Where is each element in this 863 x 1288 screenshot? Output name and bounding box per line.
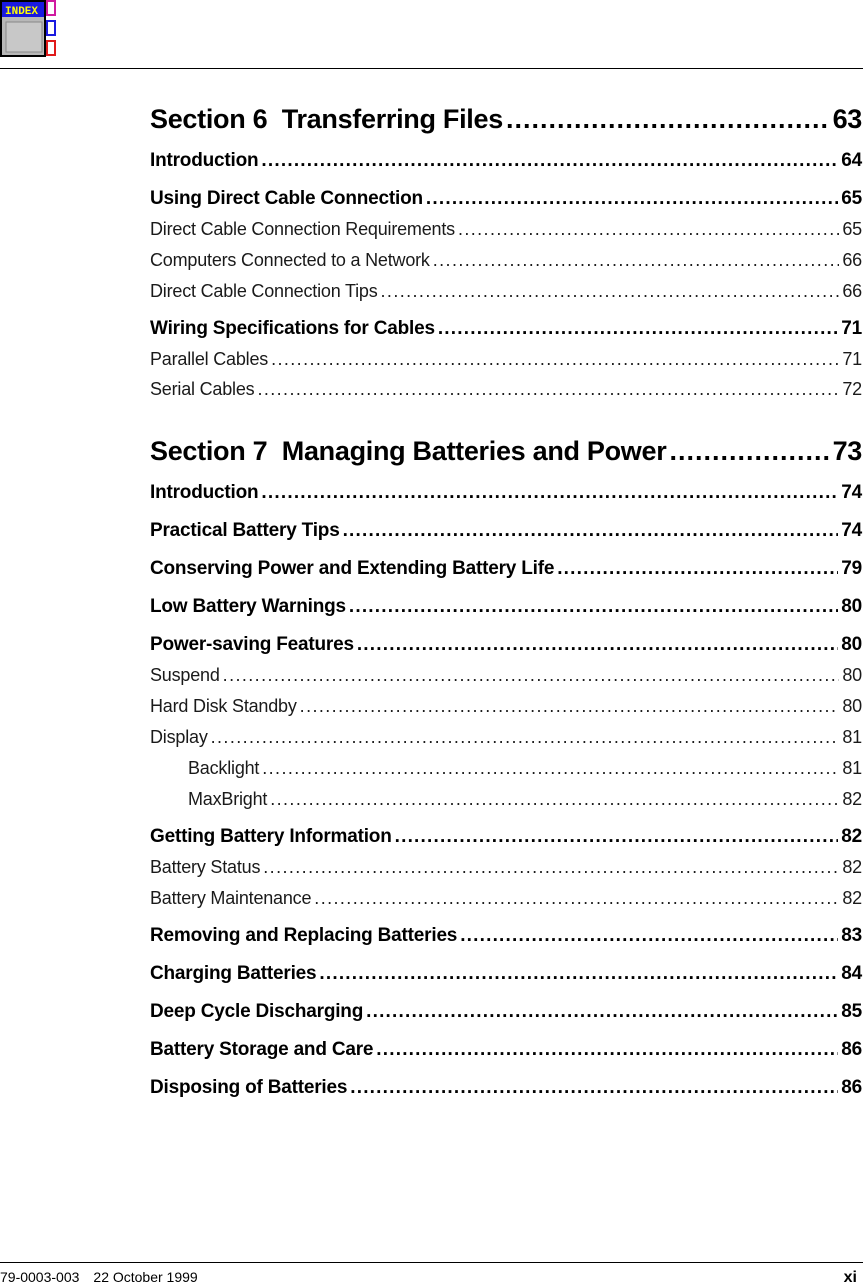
toc-subentry[interactable] xyxy=(150,219,862,240)
entry-label: Battery Status xyxy=(150,857,261,877)
leader-dots xyxy=(669,436,829,467)
leader-dots xyxy=(381,281,840,302)
header-rule xyxy=(0,68,863,69)
page-number: 80 xyxy=(842,696,862,716)
leader-dots xyxy=(350,1077,838,1099)
page-number: 74 xyxy=(841,520,862,541)
entry-label: Serial Cables xyxy=(150,379,255,399)
page-number: 81 xyxy=(842,727,862,747)
page-number: 80 xyxy=(841,596,862,617)
toc-subentry[interactable] xyxy=(150,857,862,878)
toc-section-6[interactable] xyxy=(150,104,862,135)
toc-subsubentry[interactable] xyxy=(188,758,862,779)
entry-label: Battery Maintenance xyxy=(150,888,312,908)
entry-label: Conserving Power and Extending Battery Life xyxy=(150,558,555,579)
page-number: 82 xyxy=(842,789,862,809)
toc-subentry[interactable] xyxy=(150,379,862,400)
leader-dots xyxy=(263,857,839,878)
section-number: Section 7 xyxy=(150,436,268,466)
leader-dots xyxy=(438,318,838,340)
page-number: 82 xyxy=(842,888,862,908)
toc-entry[interactable] xyxy=(150,1001,862,1023)
page-number: 73 xyxy=(832,436,862,466)
entry-label: Practical Battery Tips xyxy=(150,520,340,541)
page-number: 86 xyxy=(841,1077,862,1098)
toc-entry[interactable] xyxy=(150,925,862,947)
toc-entry[interactable] xyxy=(150,482,862,504)
leader-dots xyxy=(357,634,838,656)
leader-dots xyxy=(261,482,838,504)
page-number: 65 xyxy=(841,188,862,209)
entry-label: Using Direct Cable Connection xyxy=(150,188,423,209)
toc-entry[interactable] xyxy=(150,520,862,542)
page-number: 82 xyxy=(842,857,862,877)
page-number: 85 xyxy=(841,1001,862,1022)
page-number: 83 xyxy=(841,925,862,946)
doc-number: 79-0003-003 xyxy=(0,1269,80,1285)
entry-label: Backlight xyxy=(188,758,260,778)
page-number: 80 xyxy=(842,665,862,685)
page-number: 66 xyxy=(842,250,862,270)
toc-subentry[interactable] xyxy=(150,281,862,302)
toc-subsubentry[interactable] xyxy=(188,789,862,810)
leader-dots xyxy=(458,219,839,240)
page-number: 72 xyxy=(842,379,862,399)
section-number: Section 6 xyxy=(150,104,268,134)
footer-page-number: xi xyxy=(843,1269,857,1286)
entry-label: Direct Cable Connection Tips xyxy=(150,281,378,301)
entry-label: Hard Disk Standby xyxy=(150,696,297,716)
leader-dots xyxy=(211,727,840,748)
entry-label: Battery Storage and Care xyxy=(150,1039,374,1060)
toc-entry[interactable] xyxy=(150,963,862,985)
leader-dots xyxy=(300,696,840,717)
page-number: 82 xyxy=(841,826,862,847)
toc-subentry[interactable] xyxy=(150,665,862,686)
toc-section-7[interactable] xyxy=(150,436,862,467)
leader-dots xyxy=(426,188,838,210)
entry-label: Disposing of Batteries xyxy=(150,1077,348,1098)
page-number: 84 xyxy=(841,963,862,984)
leader-dots xyxy=(319,963,838,985)
page-number: 74 xyxy=(841,482,862,503)
footer-info xyxy=(0,1269,212,1285)
page-number: 65 xyxy=(842,219,862,239)
toc-subentry[interactable] xyxy=(150,250,862,271)
entry-label: Getting Battery Information xyxy=(150,826,392,847)
toc-entry[interactable] xyxy=(150,150,862,172)
toc-subentry[interactable] xyxy=(150,696,862,717)
page-number: 66 xyxy=(842,281,862,301)
toc-subentry[interactable] xyxy=(150,349,862,370)
toc-entry[interactable] xyxy=(150,1039,862,1061)
toc-subentry[interactable] xyxy=(150,727,862,748)
entry-label: Introduction xyxy=(150,482,259,503)
page-number: 80 xyxy=(841,634,862,655)
leader-dots xyxy=(349,596,838,618)
leader-dots xyxy=(557,558,838,580)
section-title: Managing Batteries and Power xyxy=(281,436,667,466)
entry-label: Power-saving Features xyxy=(150,634,354,655)
leader-dots xyxy=(506,104,830,135)
entry-label: Introduction xyxy=(150,150,259,171)
entry-label: Removing and Replacing Batteries xyxy=(150,925,458,946)
index-icon-label: INDEX xyxy=(5,6,39,18)
page-number: 71 xyxy=(842,349,862,369)
leader-dots xyxy=(271,349,839,370)
toc-subentry[interactable] xyxy=(150,888,862,909)
toc-entry[interactable] xyxy=(150,596,862,618)
toc-entry[interactable] xyxy=(150,826,862,848)
leader-dots xyxy=(270,789,839,810)
toc-entry[interactable] xyxy=(150,1077,862,1099)
leader-dots xyxy=(433,250,840,271)
entry-label: Charging Batteries xyxy=(150,963,317,984)
section-title: Transferring Files xyxy=(281,104,503,134)
entry-label: Wiring Specifications for Cables xyxy=(150,318,435,339)
entry-label: Low Battery Warnings xyxy=(150,596,346,617)
index-icon[interactable] xyxy=(0,0,58,58)
leader-dots xyxy=(314,888,839,909)
entry-label: Direct Cable Connection Requirements xyxy=(150,219,455,239)
toc-entry[interactable] xyxy=(150,558,862,580)
leader-dots xyxy=(257,379,839,400)
toc-entry[interactable] xyxy=(150,318,862,340)
page-number: 63 xyxy=(832,104,862,134)
page-number: 71 xyxy=(841,318,862,339)
leader-dots xyxy=(366,1001,838,1023)
entry-label: Deep Cycle Discharging xyxy=(150,1001,364,1022)
leader-dots xyxy=(376,1039,838,1061)
leader-dots xyxy=(262,758,839,779)
page-number: 79 xyxy=(841,558,862,579)
footer-rule xyxy=(0,1262,863,1263)
leader-dots xyxy=(223,665,840,686)
toc-entry[interactable] xyxy=(150,634,862,656)
page-number: 64 xyxy=(841,150,862,171)
leader-dots xyxy=(460,925,838,947)
entry-label: Parallel Cables xyxy=(150,349,269,369)
page-number: 86 xyxy=(841,1039,862,1060)
entry-label: Computers Connected to a Network xyxy=(150,250,430,270)
leader-dots xyxy=(343,520,839,542)
entry-label: Display xyxy=(150,727,208,747)
toc-entry[interactable] xyxy=(150,188,862,210)
entry-label: MaxBright xyxy=(188,789,268,809)
page-number: 81 xyxy=(842,758,862,778)
leader-dots xyxy=(261,150,838,172)
entry-label: Suspend xyxy=(150,665,220,685)
leader-dots xyxy=(395,826,839,848)
doc-date: 22 October 1999 xyxy=(93,1269,198,1285)
